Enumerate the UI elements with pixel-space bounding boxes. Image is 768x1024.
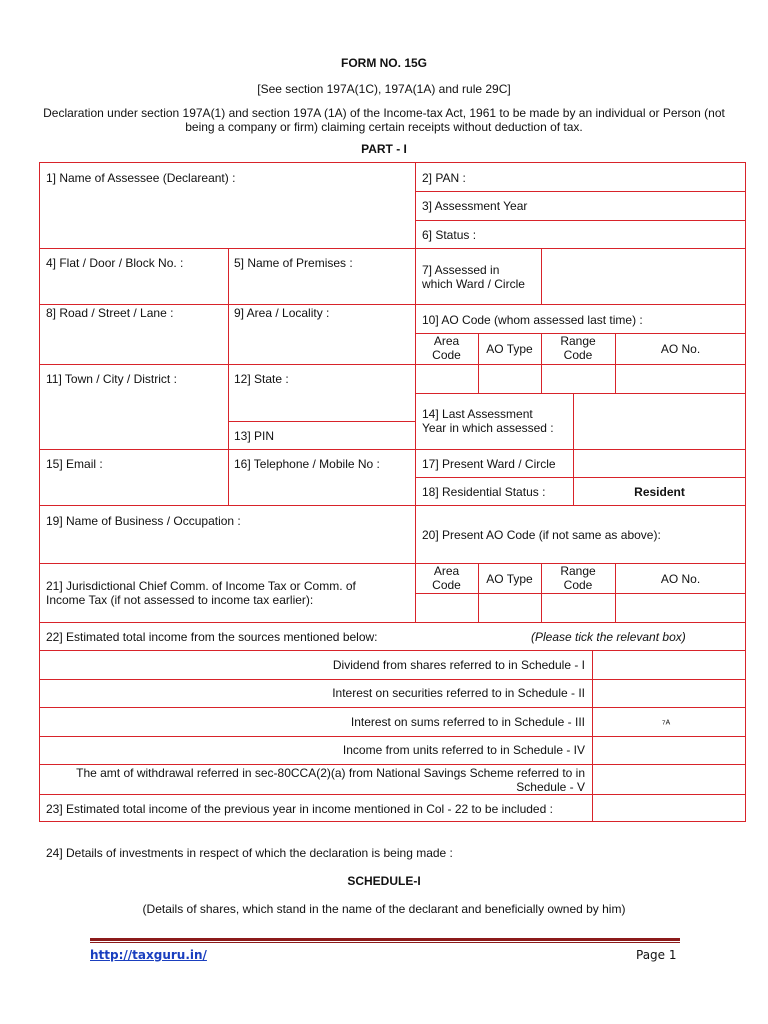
ao-header-area-code <box>415 334 478 362</box>
ao-header-ao-no: AO No. <box>660 342 701 356</box>
footer-rule-thin <box>90 942 680 943</box>
grid-line <box>415 191 746 192</box>
ao2-header-area-label: Area <box>433 564 460 578</box>
grid-line <box>39 563 746 564</box>
income-row-sums: Interest on sums referred to in Schedule - III <box>350 715 585 729</box>
field-name-of-premises: 5] Name of Premises : <box>234 256 353 270</box>
field-estimated-total-income: 22] Estimated total income from the sources mentioned below: <box>46 630 378 644</box>
field-assessment-year: 3] Assessment Year <box>422 199 528 213</box>
field-previous-year-income: 23] Estimated total income of the previous year in income mentioned in Col - 22 to be included : <box>46 802 553 816</box>
grid-line <box>39 736 746 737</box>
schedule-description: (Details of shares, which stand in the name of the declarant and beneficially owned by him) <box>142 902 626 916</box>
income-row-securities: Interest on securities referred to in Schedule - II <box>332 686 585 700</box>
grid-line <box>39 707 746 708</box>
row3-mark: ⁷ᴬ <box>662 719 671 730</box>
ao2-header-range-label: Range <box>560 564 596 578</box>
field-area-locality: 9] Area / Locality : <box>234 306 330 320</box>
field-town-city-district: 11] Town / City / District : <box>46 372 177 386</box>
ao-header-code-label: Code <box>563 348 593 362</box>
ao2-header-code-label: Code <box>432 578 461 592</box>
grid-line <box>39 679 746 680</box>
tick-note: (Please tick the relevant box) <box>531 630 686 644</box>
grid-line <box>39 505 746 506</box>
field-flat-door-block: 4] Flat / Door / Block No. : <box>46 256 184 270</box>
field-email: 15] Email : <box>46 457 103 471</box>
field-status: 6] Status : <box>422 228 477 242</box>
income-row-dividend: Dividend from shares referred to in Schedule - I <box>332 658 585 672</box>
field-last-assessment-line1: 14] Last Assessment <box>422 407 533 421</box>
ao-header-range-label: Range <box>560 334 596 348</box>
ao2-header-range-code <box>541 564 615 592</box>
field-present-ward-circle: 17] Present Ward / Circle <box>422 457 556 471</box>
field-assessed-ward-line2: which Ward / Circle <box>422 277 525 291</box>
field-jurisdictional-line1: 21] Jurisdictional Chief Comm. of Income Tax or Comm. of <box>46 579 356 593</box>
grid-line <box>39 794 746 795</box>
field-present-ao-code: 20] Present AO Code (if not same as above): <box>422 528 661 542</box>
field-business-occupation: 19] Name of Business / Occupation : <box>46 514 241 528</box>
field-pan: 2] PAN : <box>422 171 466 185</box>
grid-line <box>39 449 746 450</box>
footer-rule <box>90 938 680 941</box>
income-row-units: Income from units referred to in Schedule - IV <box>342 743 585 757</box>
grid-line <box>39 650 746 651</box>
form-title: FORM NO. 15G <box>340 56 427 70</box>
grid-line <box>415 220 746 221</box>
schedule-title: SCHEDULE-I <box>347 874 421 888</box>
ao2-header-ao-no: AO No. <box>660 572 701 586</box>
field-telephone-mobile: 16] Telephone / Mobile No : <box>234 457 380 471</box>
page-number: Page 1 <box>636 948 677 962</box>
grid-line <box>592 650 593 822</box>
ao-header-code-label: Code <box>432 348 461 362</box>
ao-header-range-code <box>541 334 615 362</box>
income-row-nss-line2: Schedule - V <box>516 780 585 794</box>
grid-line <box>541 248 542 304</box>
section-reference: [See section 197A(1C), 197A(1A) and rule 29C] <box>257 82 511 96</box>
grid-line <box>228 421 415 422</box>
grid-line <box>39 248 746 249</box>
field-jurisdictional-line2: Income Tax (if not assessed to income tax earlier): <box>46 593 314 607</box>
grid-line <box>39 364 746 365</box>
field-last-assessment-line2: Year in which assessed : <box>422 421 554 435</box>
part-heading: PART - I <box>361 142 407 156</box>
field-residential-status: 18] Residential Status : <box>422 485 546 499</box>
residential-status-value: Resident <box>634 485 685 499</box>
income-row-nss-line1: The amt of withdrawal referred in sec-80CCA(2)(a) from National Savings Scheme referred to in <box>76 766 585 780</box>
ao2-header-code-label: Code <box>563 578 593 592</box>
ao2-header-area-code <box>415 564 478 592</box>
grid-line <box>415 393 746 394</box>
declaration-text: Declaration under section 197A(1) and section 197A (1A) of the Income-tax Act, 1961 to be made by an individual or Person (not being a company or firm) claiming certain receipts without deduction of tax. <box>43 106 725 134</box>
ao2-header-ao-type: AO Type <box>486 572 533 586</box>
field-pin: 13] PIN <box>234 429 275 443</box>
ao-header-area-label: Area <box>433 334 460 348</box>
grid-line <box>228 248 229 505</box>
ao-header-ao-type: AO Type <box>486 342 533 356</box>
investments-details-label: 24] Details of investments in respect of which the declaration is being made : <box>46 846 453 860</box>
grid-line <box>39 622 746 623</box>
grid-line <box>39 304 746 305</box>
field-ao-code: 10] AO Code (whom assessed last time) : <box>422 313 643 327</box>
footer-link[interactable]: http://taxguru.in/ <box>90 948 207 962</box>
field-road-street-lane: 8] Road / Street / Lane : <box>46 306 174 320</box>
grid-line <box>39 764 746 765</box>
grid-line <box>415 477 746 478</box>
grid-line <box>415 162 416 622</box>
field-name-of-assessee: 1] Name of Assessee (Declareant) : <box>46 171 236 185</box>
grid-line <box>415 593 746 594</box>
field-assessed-ward-line1: 7] Assessed in <box>422 263 500 277</box>
field-state: 12] State : <box>234 372 289 386</box>
